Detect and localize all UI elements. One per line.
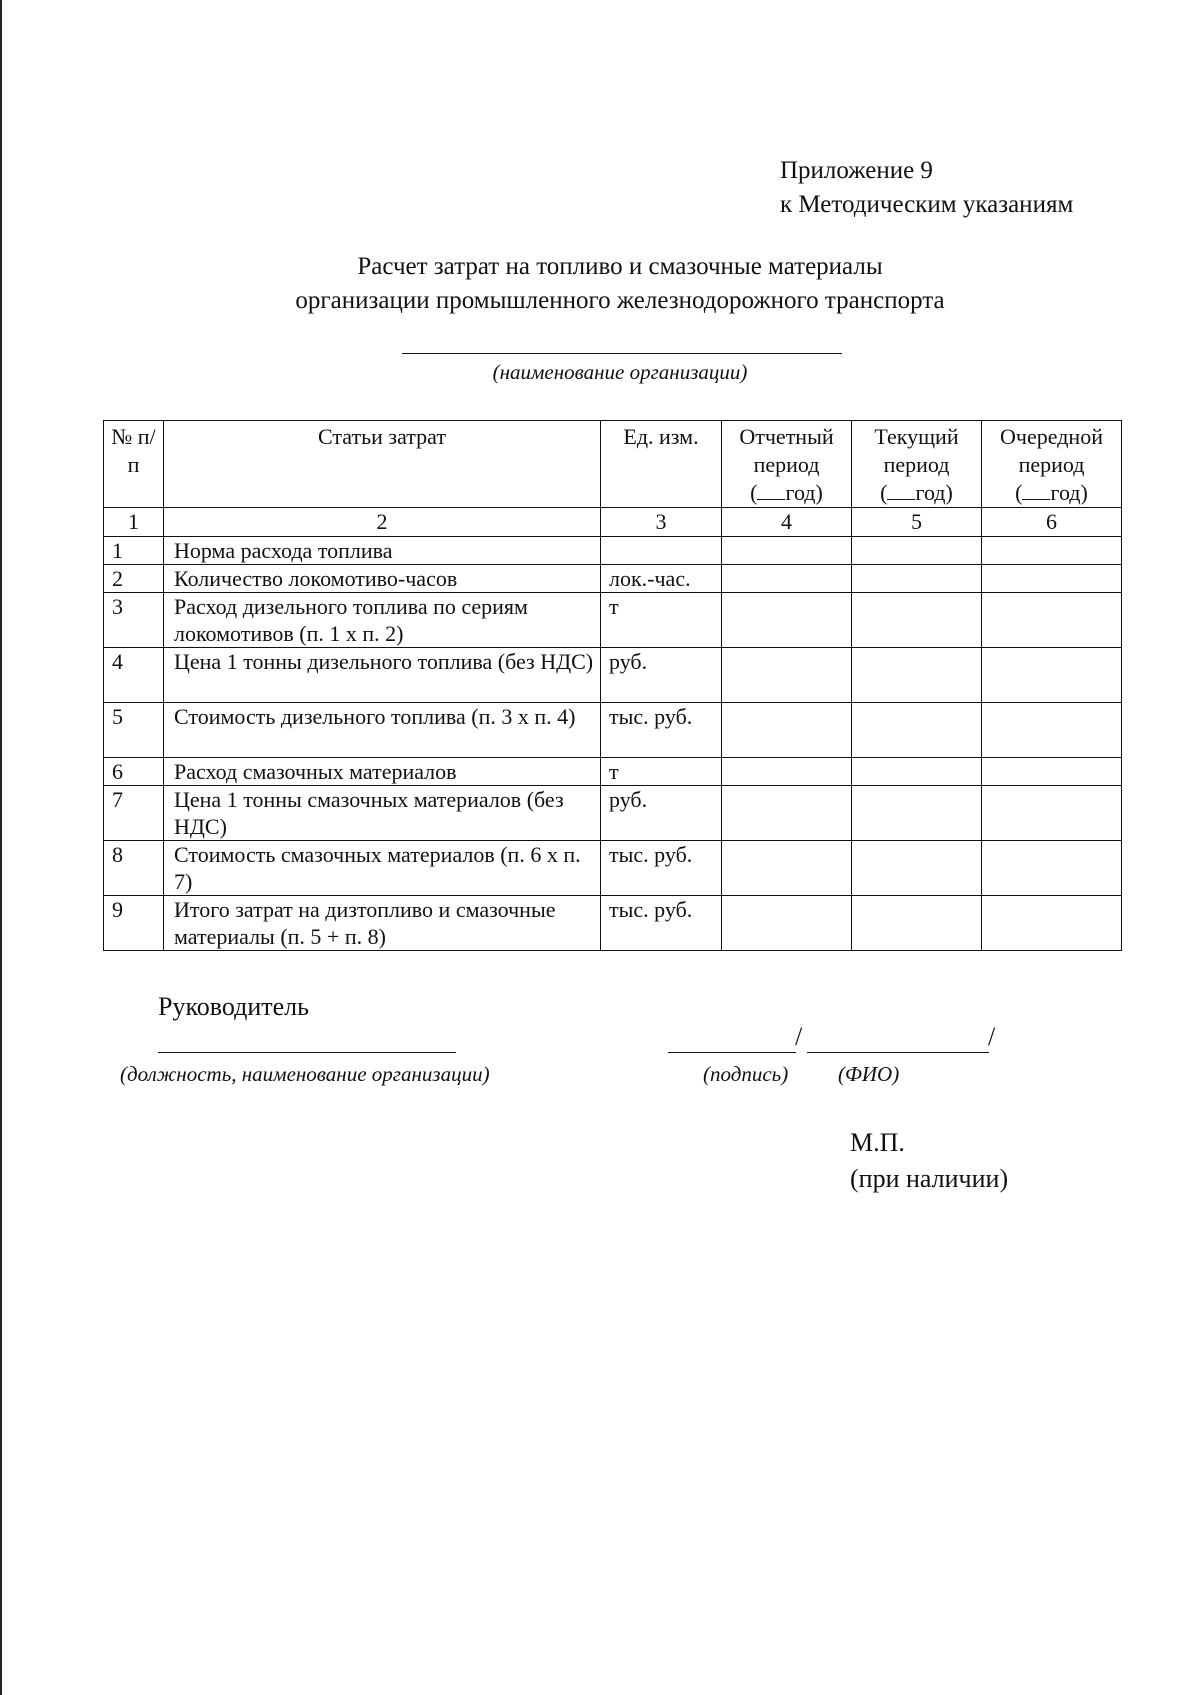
row-unit: тыс. руб.: [601, 896, 722, 951]
row-current-value[interactable]: [852, 593, 982, 648]
row-number: 7: [104, 786, 164, 841]
row-current-value[interactable]: [852, 786, 982, 841]
column-number-row: [104, 508, 1122, 537]
row-reported-value[interactable]: [722, 565, 852, 593]
year-word: год): [785, 480, 823, 505]
stamp-line-1: М.П.: [850, 1128, 905, 1157]
column-number: 4: [722, 508, 852, 537]
header-next-label: Очередной период: [1000, 424, 1103, 477]
header-current-year: [858, 479, 975, 507]
year-open: (: [1015, 480, 1023, 505]
row-reported-value[interactable]: [722, 593, 852, 648]
table-row: [104, 565, 1122, 593]
row-item: Стоимость дизельного топлива (п. 3 х п. 4): [164, 703, 601, 758]
row-unit: [601, 537, 722, 565]
row-number: 1: [104, 537, 164, 565]
row-next-value[interactable]: [982, 758, 1122, 786]
header-num: № п/п: [104, 421, 164, 508]
header-item: Статьи затрат: [164, 421, 601, 508]
row-number: 5: [104, 703, 164, 758]
stamp-line-2: (при наличии): [850, 1164, 1009, 1193]
row-next-value[interactable]: [982, 648, 1122, 703]
row-unit: тыс. руб.: [601, 703, 722, 758]
table-row: [104, 786, 1122, 841]
title-line-2: организации промышленного железнодорожного транспорта: [295, 287, 945, 314]
table-row: [104, 593, 1122, 648]
row-next-value[interactable]: [982, 786, 1122, 841]
row-number: 2: [104, 565, 164, 593]
row-next-value[interactable]: [982, 537, 1122, 565]
row-reported-value[interactable]: [722, 537, 852, 565]
row-reported-value[interactable]: [722, 896, 852, 951]
position-caption: (должность, наименование организации): [120, 1062, 490, 1086]
row-number: 9: [104, 896, 164, 951]
table-row: [104, 703, 1122, 758]
appendix-line-2: к Методическим указаниям: [780, 191, 1074, 218]
row-next-value[interactable]: [982, 841, 1122, 896]
fio-blank-line[interactable]: [807, 1052, 989, 1053]
row-unit: т: [601, 758, 722, 786]
row-number: 8: [104, 841, 164, 896]
row-unit: руб.: [601, 648, 722, 703]
header-reported-year: [728, 479, 845, 507]
row-next-value[interactable]: [982, 593, 1122, 648]
row-current-value[interactable]: [852, 896, 982, 951]
column-number: 1: [104, 508, 164, 537]
row-item: Норма расхода топлива: [164, 537, 601, 565]
column-number: 3: [601, 508, 722, 537]
row-number: 6: [104, 758, 164, 786]
year-word: год): [915, 480, 953, 505]
year-open: (: [750, 480, 758, 505]
cost-calculation-table: [103, 420, 1122, 951]
row-reported-value[interactable]: [722, 648, 852, 703]
table-header-row: [104, 421, 1122, 508]
year-blank: [887, 479, 915, 500]
stamp-placeholder: [850, 1125, 1008, 1197]
header-current-label: Текущий период: [874, 424, 959, 477]
header-current-period: [852, 421, 982, 508]
table-row: [104, 758, 1122, 786]
table-row: [104, 896, 1122, 951]
fio-slash: /: [988, 1022, 996, 1051]
row-reported-value[interactable]: [722, 758, 852, 786]
row-item: Расход смазочных материалов: [164, 758, 601, 786]
column-number: 6: [982, 508, 1122, 537]
document-title: [0, 250, 1200, 318]
signature-caption: (подпись): [703, 1062, 789, 1086]
appendix-reference: [780, 154, 1073, 222]
row-unit: лок.-час.: [601, 565, 722, 593]
row-next-value[interactable]: [982, 896, 1122, 951]
appendix-line-1: Приложение 9: [780, 157, 933, 184]
row-item: Цена 1 тонны смазочных материалов (без НДС): [164, 786, 601, 841]
row-item: Цена 1 тонны дизельного топлива (без НДС): [164, 648, 601, 703]
year-word: год): [1050, 480, 1088, 505]
header-next-period: [982, 421, 1122, 508]
row-current-value[interactable]: [852, 565, 982, 593]
organization-name-line: [402, 353, 842, 354]
row-next-value[interactable]: [982, 565, 1122, 593]
row-item: Итого затрат на дизтопливо и смазочные материалы (п. 5 + п. 8): [164, 896, 601, 951]
row-unit: тыс. руб.: [601, 841, 722, 896]
column-number: 5: [852, 508, 982, 537]
row-next-value[interactable]: [982, 703, 1122, 758]
row-reported-value[interactable]: [722, 841, 852, 896]
head-label: Руководитель: [158, 992, 309, 1021]
year-open: (: [880, 480, 888, 505]
fio-caption: (ФИО): [838, 1062, 900, 1086]
title-line-1: Расчет затрат на топливо и смазочные материалы: [357, 253, 883, 280]
row-current-value[interactable]: [852, 648, 982, 703]
row-unit: руб.: [601, 786, 722, 841]
header-unit: Ед. изм.: [601, 421, 722, 508]
row-current-value[interactable]: [852, 703, 982, 758]
row-reported-value[interactable]: [722, 703, 852, 758]
row-number: 4: [104, 648, 164, 703]
column-number: 2: [164, 508, 601, 537]
row-item: Стоимость смазочных материалов (п. 6 х п. 7): [164, 841, 601, 896]
header-next-year: [988, 479, 1115, 507]
organization-caption: (наименование организации): [492, 360, 748, 384]
row-number: 3: [104, 593, 164, 648]
row-current-value[interactable]: [852, 537, 982, 565]
year-blank: [1022, 479, 1050, 500]
table-row: [104, 537, 1122, 565]
row-current-value[interactable]: [852, 841, 982, 896]
row-item: Расход дизельного топлива по сериям локомотивов (п. 1 х п. 2): [164, 593, 601, 648]
row-reported-value[interactable]: [722, 786, 852, 841]
year-blank: [757, 479, 785, 500]
row-item: Количество локомотиво-часов: [164, 565, 601, 593]
header-reported-period: [722, 421, 852, 508]
position-blank-line[interactable]: [158, 1052, 456, 1053]
row-current-value[interactable]: [852, 758, 982, 786]
signature-blank-line[interactable]: [668, 1052, 796, 1053]
table-row: [104, 648, 1122, 703]
header-reported-label: Отчетный период: [739, 424, 834, 477]
table-row: [104, 841, 1122, 896]
signature-slash: /: [795, 1022, 803, 1051]
row-unit: т: [601, 593, 722, 648]
